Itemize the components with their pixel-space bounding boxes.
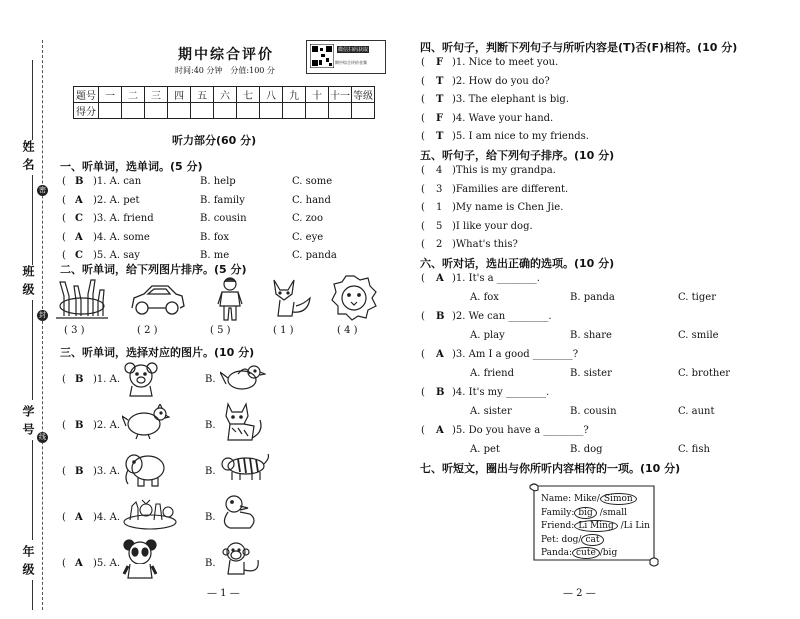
section-4-title: 四、听句子，判断下列句子与所听内容是(T)否(F)相符。(10 分) — [420, 41, 738, 54]
question-text: )2. We can ________. — [452, 311, 552, 322]
qr-caption: 微信扫码获取 — [338, 47, 369, 53]
paren-open: ( — [62, 374, 66, 385]
option-b[interactable]: B. sister — [570, 368, 612, 379]
page-2-number: — 2 — — [563, 588, 596, 599]
zoo-animals-icon — [122, 494, 178, 530]
paren-open: ( — [421, 387, 425, 398]
cut-line — [42, 40, 43, 610]
option-a[interactable]: A. pet — [470, 444, 500, 455]
score-input-cell[interactable] — [214, 103, 237, 119]
option-a[interactable]: A. friend — [470, 368, 515, 379]
option-b[interactable]: B. — [205, 512, 216, 523]
option-c[interactable]: C. aunt — [678, 406, 715, 417]
card-line-prefix: Pet: dog/ — [541, 534, 582, 545]
score-header-cell: 二 — [122, 87, 145, 103]
giraffe-group-icon — [56, 276, 108, 320]
option-c[interactable]: C. smile — [678, 330, 719, 341]
section-2-title: 二、听单词，给下列图片排序。(5 分) — [60, 263, 247, 276]
paren-open: ( — [62, 194, 66, 206]
sentence-text: )3. The elephant is big. — [452, 94, 569, 105]
option-b[interactable]: B. help — [200, 176, 236, 187]
answer-mark[interactable]: A — [436, 425, 444, 436]
seal-dot: 封 — [39, 311, 46, 319]
page-title: 期中综合评价 — [178, 47, 274, 63]
score-header-cell: 十一 — [329, 87, 352, 103]
boy-icon — [216, 276, 244, 322]
question-text: )4. A. some — [93, 231, 150, 243]
option-c[interactable]: C. eye — [292, 231, 324, 243]
sentence-text: )I like your dog. — [452, 220, 533, 232]
score-input-cell[interactable] — [122, 103, 145, 119]
card-line — [541, 548, 617, 558]
answer-mark[interactable]: B — [436, 311, 445, 322]
card-line-suffix: /small — [596, 507, 627, 518]
circled-choice[interactable]: cat — [581, 534, 603, 546]
divider — [32, 60, 33, 140]
score-header-cell: 题号 — [74, 87, 99, 103]
circled-choice[interactable]: cute — [572, 547, 600, 559]
option-c[interactable]: C. some — [292, 176, 333, 187]
option-b[interactable]: B. panda — [570, 292, 615, 303]
section-1-title: 一、听单词，选单词。(5 分) — [60, 160, 203, 173]
grade-field-label: 年级 — [21, 545, 35, 581]
option-a[interactable]: A. fox — [470, 292, 499, 303]
paren-open: ( — [62, 512, 66, 523]
tiger-icon — [220, 452, 270, 482]
paren-open: ( — [421, 165, 425, 176]
sentence-text: )What's this? — [452, 239, 518, 250]
paren-open: ( — [421, 131, 425, 142]
divider — [32, 440, 33, 540]
paren-open: ( — [421, 202, 425, 213]
score-input-cell[interactable] — [168, 103, 191, 119]
option-a[interactable]: A. sister — [470, 406, 512, 417]
score-table — [73, 86, 375, 119]
duck-icon — [220, 494, 258, 532]
lion-icon — [330, 274, 378, 322]
answer-mark[interactable]: A — [75, 512, 83, 523]
paren-open: ( — [421, 183, 425, 195]
question-text: )2. A. pet — [93, 194, 140, 206]
paren-open: ( — [421, 349, 425, 360]
answer-mark[interactable]: B — [75, 466, 84, 477]
score-input-cell[interactable] — [306, 103, 329, 119]
paren-open: ( — [421, 425, 425, 436]
paren-open: ( — [62, 558, 66, 569]
option-b[interactable]: B. — [205, 558, 216, 569]
sentence-text: )My name is Chen Jie. — [452, 202, 564, 213]
score-header-cell: 等级 — [352, 87, 375, 103]
bird-icon — [220, 362, 266, 394]
option-b[interactable]: B. me — [200, 250, 230, 261]
answer-mark[interactable]: A — [75, 558, 83, 569]
order-number[interactable]: 5 — [436, 220, 443, 232]
card-line-suffix: /Li Lin — [617, 521, 650, 531]
option-b[interactable]: B. — [205, 466, 216, 477]
paren-open: ( — [421, 239, 425, 250]
question-text: )5. Do you have a ________? — [452, 425, 589, 436]
question-text: )3. A. — [93, 466, 121, 477]
divider — [32, 175, 33, 265]
listening-title: 听力部分(60 分) — [172, 134, 257, 147]
name-field-label: 姓名 — [21, 140, 35, 176]
bear-icon — [122, 360, 166, 398]
paren-open: ( — [62, 213, 66, 224]
picture-order-answer: ( 2 ) — [137, 325, 158, 336]
answer-mark[interactable]: T — [436, 131, 444, 142]
answer-mark[interactable]: C — [75, 213, 83, 224]
qr-code-icon — [310, 44, 334, 68]
answer-mark[interactable]: B — [75, 176, 84, 187]
answer-mark[interactable]: T — [436, 75, 444, 87]
score-header-cell: 一 — [99, 87, 122, 103]
exam-meta: 时间:40 分钟 分值:100 分 — [175, 66, 275, 75]
question-text: )5. A. — [93, 558, 121, 569]
qr-box[interactable] — [306, 40, 386, 74]
option-b[interactable]: B. family — [200, 194, 245, 206]
question-text: )5. A. say — [93, 250, 140, 261]
seal-dot: 密 — [39, 186, 46, 194]
answer-mark[interactable]: B — [75, 374, 84, 385]
question-text: )1. It's a ________. — [452, 273, 540, 284]
order-number[interactable]: 3 — [436, 183, 443, 195]
student-id-field-label: 学号 — [21, 405, 35, 441]
divider — [32, 580, 33, 610]
panda-icon — [122, 538, 158, 580]
option-a[interactable]: A. play — [470, 330, 505, 341]
paren-open: ( — [421, 112, 425, 124]
answer-mark[interactable]: T — [436, 94, 444, 105]
paren-open: ( — [421, 57, 425, 68]
seal-dot: 线 — [39, 433, 46, 441]
score-input-cell[interactable] — [99, 103, 122, 119]
score-input-cell[interactable] — [191, 103, 214, 119]
card-line-prefix: Name: Mike/ — [541, 494, 600, 504]
paren-open: ( — [62, 250, 66, 261]
score-header-cell: 六 — [214, 87, 237, 103]
card-line — [541, 494, 637, 504]
section-7-title: 七、听短文，圈出与你所听内容相符的一项。(10 分) — [420, 462, 681, 475]
score-header-cell: 七 — [237, 87, 260, 103]
picture-order-answer: ( 4 ) — [337, 325, 358, 336]
picture-order-answer: ( 1 ) — [273, 325, 294, 336]
question-text: )3. A. friend — [93, 213, 154, 224]
option-c[interactable]: C. zoo — [292, 213, 323, 224]
answer-mark[interactable]: B — [436, 387, 445, 398]
answer-mark[interactable]: A — [436, 273, 444, 284]
question-text: )1. A. can — [93, 176, 142, 187]
question-text: )4. It's my ________. — [452, 387, 550, 398]
section-5-title: 五、听句子，给下列句子排序。(10 分) — [420, 149, 615, 162]
fox-icon — [268, 276, 312, 320]
sentence-text: )5. I am nice to my friends. — [452, 131, 589, 142]
answer-mark[interactable]: F — [436, 57, 444, 68]
paren-open: ( — [62, 231, 66, 243]
score-input-cell[interactable] — [260, 103, 283, 119]
card-line-prefix: Friend: — [541, 521, 575, 531]
answer-mark[interactable]: F — [436, 112, 444, 124]
card-line-suffix: /big — [599, 548, 618, 558]
option-b[interactable]: B. — [205, 420, 216, 431]
class-field-label: 班级 — [21, 265, 35, 301]
sentence-text: )2. How do you do? — [452, 75, 550, 87]
order-number[interactable]: 1 — [436, 202, 443, 213]
option-b[interactable]: B. — [205, 374, 216, 385]
score-label-cell: 得分 — [74, 103, 99, 119]
question-text: )3. Am I a good ________? — [452, 349, 579, 360]
picture-order-answer: ( 3 ) — [64, 325, 85, 336]
page-1-number: — 1 — — [207, 588, 240, 599]
card-line — [541, 521, 650, 531]
sentence-text: )Families are different. — [452, 183, 569, 195]
score-header-cell: 十 — [306, 87, 329, 103]
option-b[interactable]: B. cousin — [200, 213, 247, 224]
car-icon — [128, 282, 186, 318]
answer-mark[interactable]: A — [75, 194, 83, 206]
answer-mark[interactable]: B — [75, 420, 84, 431]
qr-subcaption: 期中综合评价音频 — [335, 60, 367, 65]
chicken-icon — [122, 404, 170, 440]
order-number[interactable]: 2 — [436, 239, 443, 250]
option-c[interactable]: C. tiger — [678, 292, 716, 303]
paren-open: ( — [421, 94, 425, 105]
circled-choice[interactable]: Simon — [600, 493, 637, 505]
score-header-cell: 四 — [168, 87, 191, 103]
question-text: )2. A. — [93, 420, 121, 431]
sentence-text: )4. Wave your hand. — [452, 112, 554, 124]
monkey-icon — [220, 540, 262, 578]
question-text: )4. A. — [93, 512, 121, 523]
answer-mark[interactable]: A — [75, 231, 83, 243]
divider — [32, 300, 33, 400]
score-input-cell[interactable] — [352, 103, 375, 119]
section-6-title: 六、听对话，选出正确的选项。(10 分) — [420, 257, 615, 270]
card-line-prefix: Panda: — [541, 548, 572, 558]
question-text: )1. A. — [93, 374, 121, 385]
option-c[interactable]: C. brother — [678, 368, 731, 379]
option-b[interactable]: B. share — [570, 330, 612, 341]
score-input-cell[interactable] — [283, 103, 306, 119]
elephant-icon — [122, 448, 168, 488]
score-input-cell[interactable] — [237, 103, 260, 119]
option-c[interactable]: C. panda — [292, 250, 337, 261]
card-line-prefix: Family: — [541, 507, 575, 518]
circled-choice[interactable]: Li Ming — [574, 520, 617, 532]
paren-open: ( — [62, 176, 66, 187]
card-line — [541, 508, 627, 518]
option-b[interactable]: B. fox — [200, 231, 230, 243]
paren-open: ( — [62, 420, 66, 431]
option-c[interactable]: C. fish — [678, 444, 710, 455]
sentence-text: )1. Nice to meet you. — [452, 57, 559, 68]
picture-order-answer: ( 5 ) — [210, 325, 231, 336]
paren-open: ( — [62, 466, 66, 477]
section-3-title: 三、听单词，选择对应的图片。(10 分) — [60, 346, 255, 359]
paren-open: ( — [421, 311, 425, 322]
sentence-text: )This is my grandpa. — [452, 165, 556, 176]
card-line — [541, 535, 604, 545]
score-input-cell[interactable] — [145, 103, 168, 119]
score-header-cell: 三 — [145, 87, 168, 103]
score-header-cell: 五 — [191, 87, 214, 103]
paren-open: ( — [421, 75, 425, 87]
answer-mark[interactable]: C — [75, 250, 83, 261]
paren-open: ( — [421, 273, 425, 284]
circled-choice[interactable]: big — [574, 507, 596, 519]
cat-icon — [220, 402, 264, 442]
score-input-cell[interactable] — [329, 103, 352, 119]
order-number[interactable]: 4 — [436, 165, 443, 176]
option-b[interactable]: B. dog — [570, 444, 603, 455]
option-c[interactable]: C. hand — [292, 194, 331, 206]
score-header-cell: 八 — [260, 87, 283, 103]
score-header-cell: 九 — [283, 87, 306, 103]
paren-open: ( — [421, 220, 425, 232]
answer-mark[interactable]: A — [436, 349, 444, 360]
option-b[interactable]: B. cousin — [570, 406, 617, 417]
